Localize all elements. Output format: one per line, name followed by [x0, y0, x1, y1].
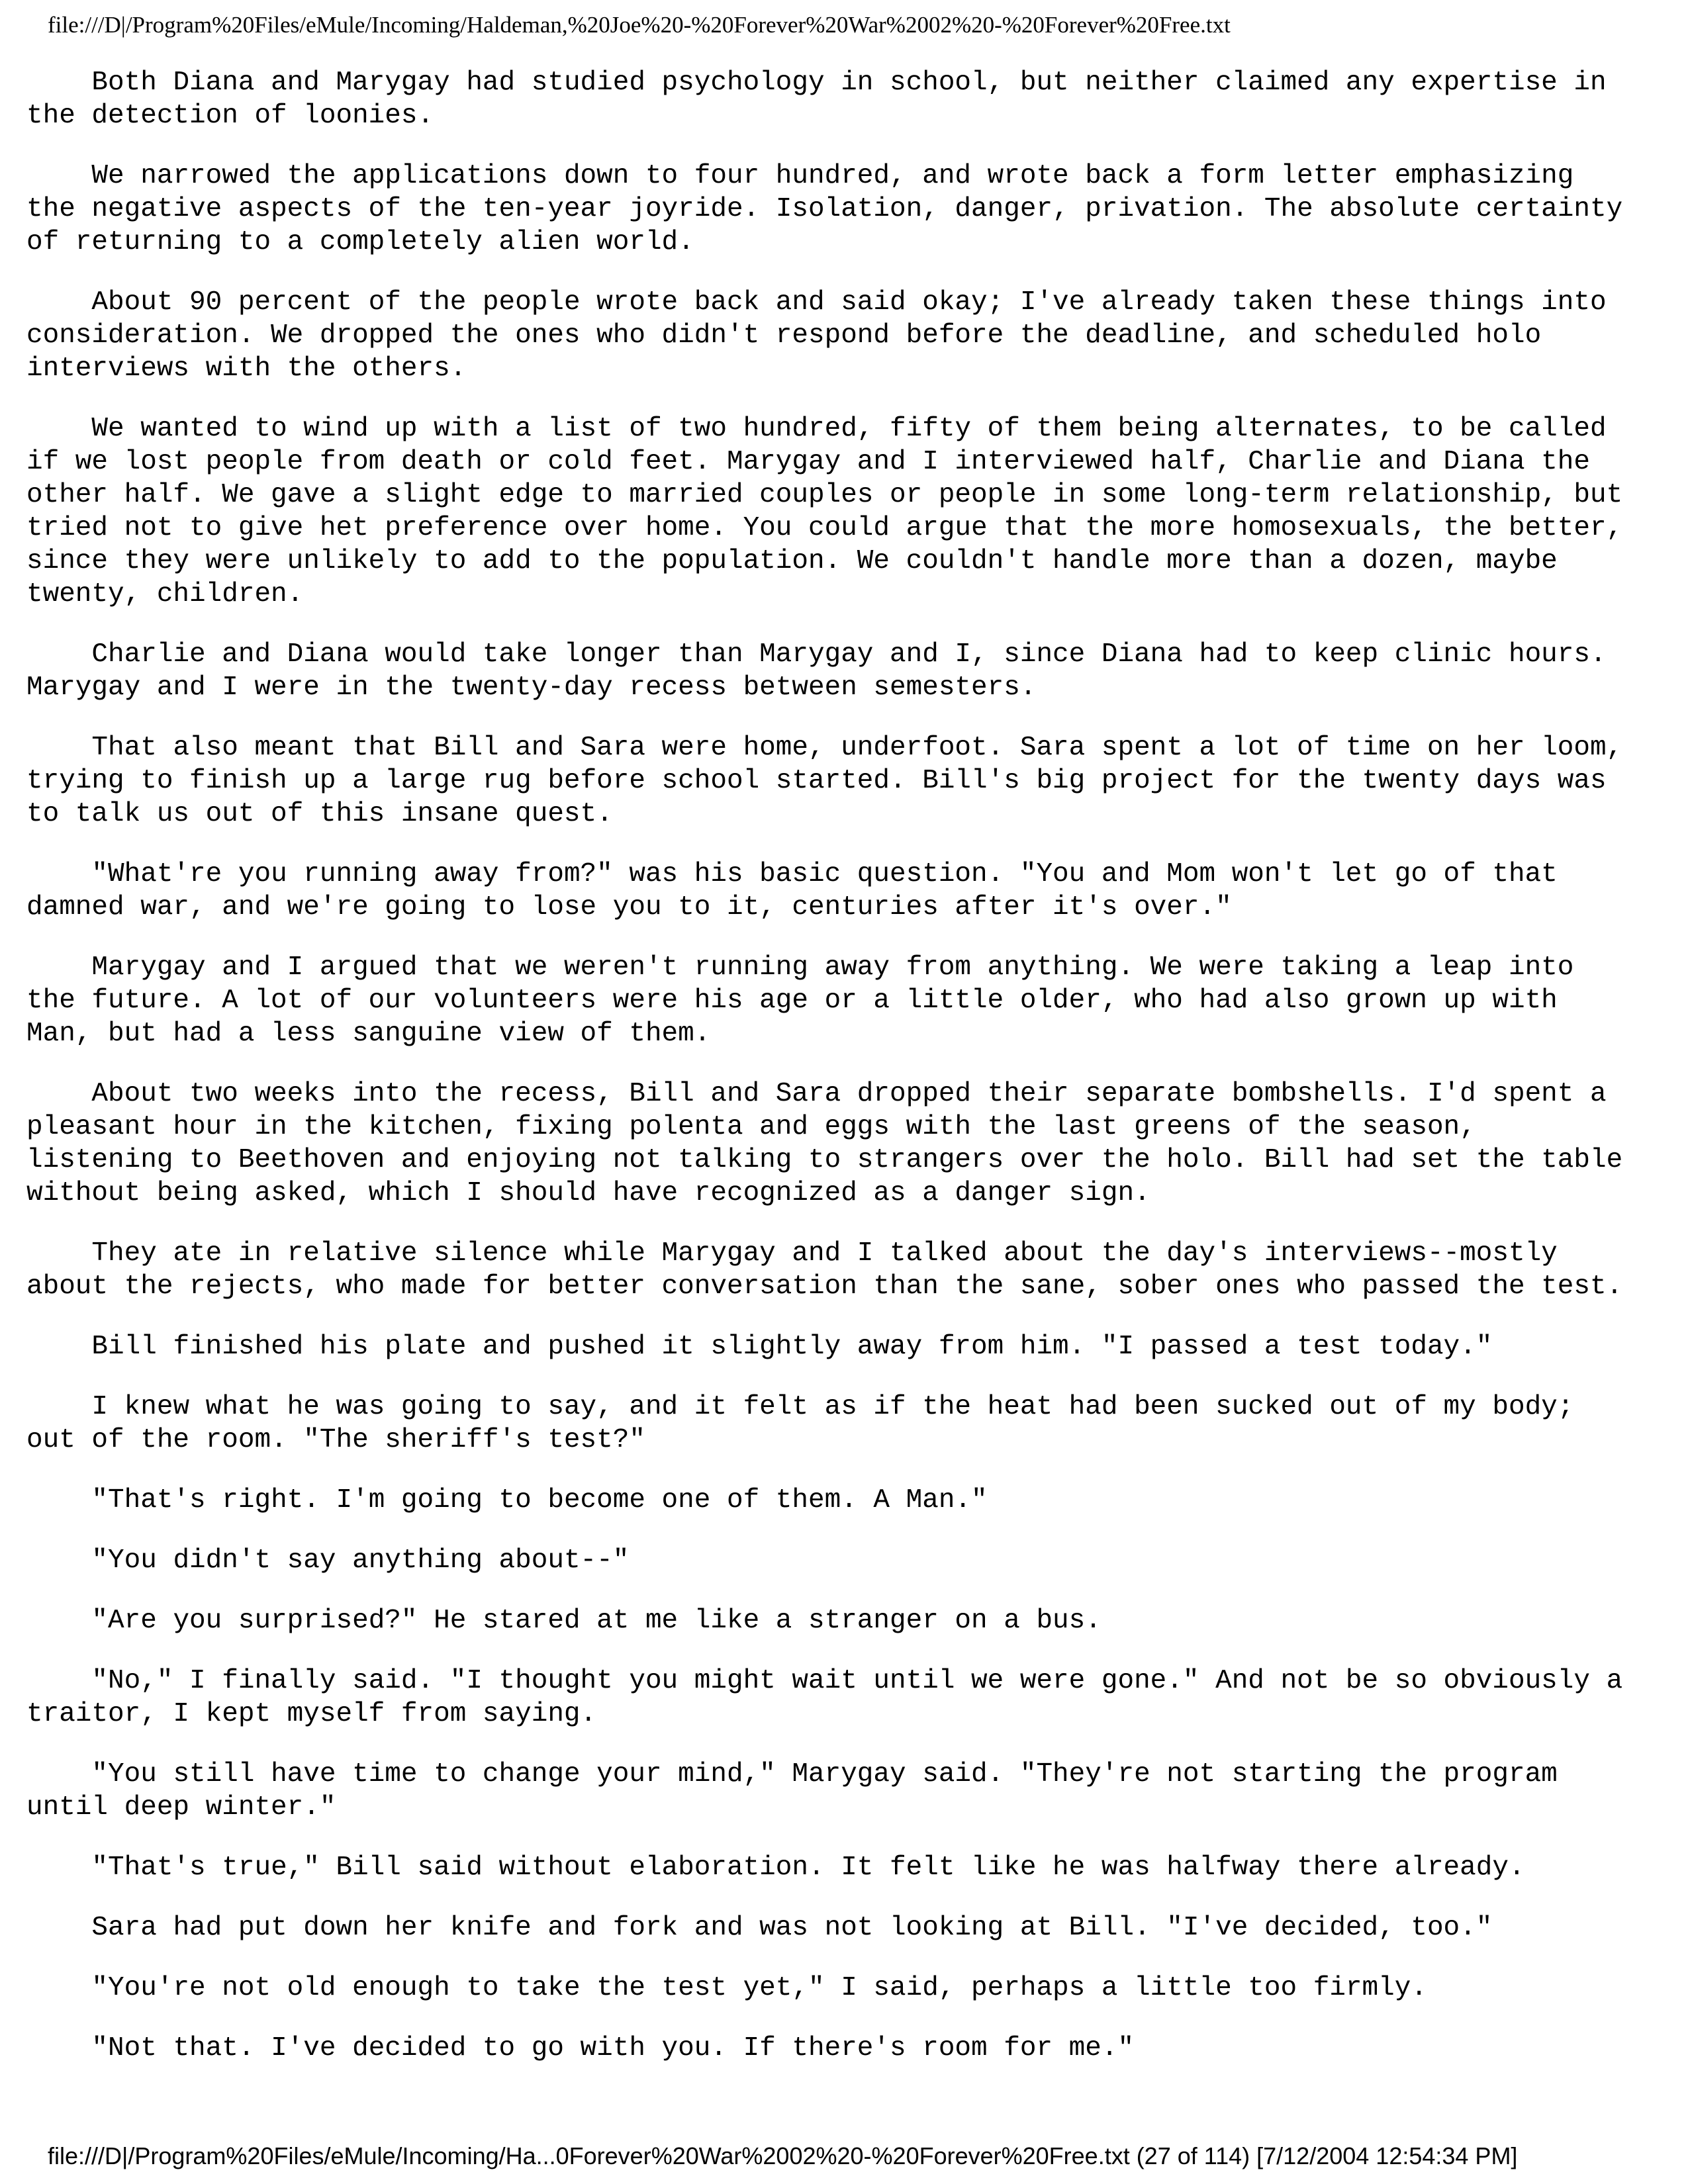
paragraph-1: Both Diana and Marygay had studied psychology in school, but neither claimed any expertise in the detection of loonies.	[26, 68, 1607, 131]
paragraph-2: We narrowed the applications down to four hundred, and wrote back a form letter emphasizing the negative aspects of the ten-year joyride. Isolation, danger, privation. The absolute certainty of returning to a completely alien world.	[26, 161, 1623, 257]
paragraph-17: "You still have time to change your mind," Marygay said. "They're not starting the program until deep winter."	[26, 1759, 1558, 1823]
paragraph-5: Charlie and Diana would take longer than Marygay and I, since Diana had to keep clinic hours. Marygay and I were in the twenty-day recess between semesters.	[26, 639, 1607, 703]
paragraph-4: We wanted to wind up with a list of two hundred, fifty of them being alternates, to be called if we lost people from death or cold feet. Marygay and I interviewed half, Charlie and Diana the other half. We gave a slight edge to married couples or people in some long-term relationship, but tried not to give het preference over home. You could argue that the more homosexuals, the better, since they were unlikely to add to the population. We couldn't handle more than a dozen, maybe twenty, children.	[26, 414, 1623, 610]
paragraph-9: About two weeks into the recess, Bill and Sara dropped their separate bombshells. I'd spent a pleasant hour in the kitchen, fixing polenta and eggs with the last greens of the season, listening to Beethoven and enjoying not talking to strangers over the holo. Bill had set the table without being asked, which I should have recognized as a danger sign.	[26, 1079, 1623, 1208]
header-file-path: file:///D|/Program%20Files/eMule/Incoming/Haldeman,%20Joe%20-%20Forever%20War%2002%20-%20Forever%20Free.txt	[48, 12, 1231, 38]
paragraph-10: They ate in relative silence while Marygay and I talked about the day's interviews--mostly about the rejects, who made for better conversation than the sane, sober ones who passed the test.	[26, 1238, 1623, 1302]
paragraph-11: Bill finished his plate and pushed it slightly away from him. "I passed a test today."	[26, 1332, 1493, 1362]
paragraph-12: I knew what he was going to say, and it felt as if the heat had been sucked out of my body; out of the room. "The sheriff's test?"	[26, 1392, 1574, 1455]
paragraph-6: That also meant that Bill and Sara were home, underfoot. Sara spent a lot of time on her loom, trying to finish up a large rug before school started. Bill's big project for the twenty days was to talk us out of this insane quest.	[26, 733, 1623, 829]
paragraph-18: "That's true," Bill said without elaboration. It felt like he was halfway there already.	[26, 1852, 1525, 1883]
paragraph-20: "You're not old enough to take the test yet," I said, perhaps a little too firmly.	[26, 1973, 1427, 2003]
paragraph-16: "No," I finally said. "I thought you might wait until we were gone." And not be so obviously a traitor, I kept myself from saying.	[26, 1666, 1623, 1729]
paragraph-19: Sara had put down her knife and fork and was not looking at Bill. "I've decided, too."	[26, 1913, 1493, 1943]
footer-file-path: file:///D|/Program%20Files/eMule/Incoming/Ha...0Forever%20War%2002%20-%20Forever%20Free.txt (27 of 114) [7/12/2004 12:54:34 PM]	[48, 2142, 1518, 2169]
paragraph-13: "That's right. I'm going to become one of them. A Man."	[26, 1485, 988, 1516]
paragraph-8: Marygay and I argued that we weren't running away from anything. We were taking a leap into the future. A lot of our volunteers were his age or a little older, who had also grown up with Man, but had a less sanguine view of them.	[26, 952, 1574, 1049]
paragraph-21: "Not that. I've decided to go with you. If there's room for me."	[26, 2033, 1135, 2064]
paragraph-3: About 90 percent of the people wrote back and said okay; I've already taken these things into consideration. We dropped the ones who didn't respond before the deadline, and scheduled holo interviews with the others.	[26, 287, 1607, 384]
paragraph-7: "What're you running away from?" was his basic question. "You and Mom won't let go of that damned war, and we're going to lose you to it, centuries after it's over."	[26, 859, 1558, 923]
document-body	[26, 66, 1668, 2092]
paragraph-14: "You didn't say anything about--"	[26, 1545, 630, 1576]
paragraph-15: "Are you surprised?" He stared at me like a stranger on a bus.	[26, 1606, 1102, 1636]
